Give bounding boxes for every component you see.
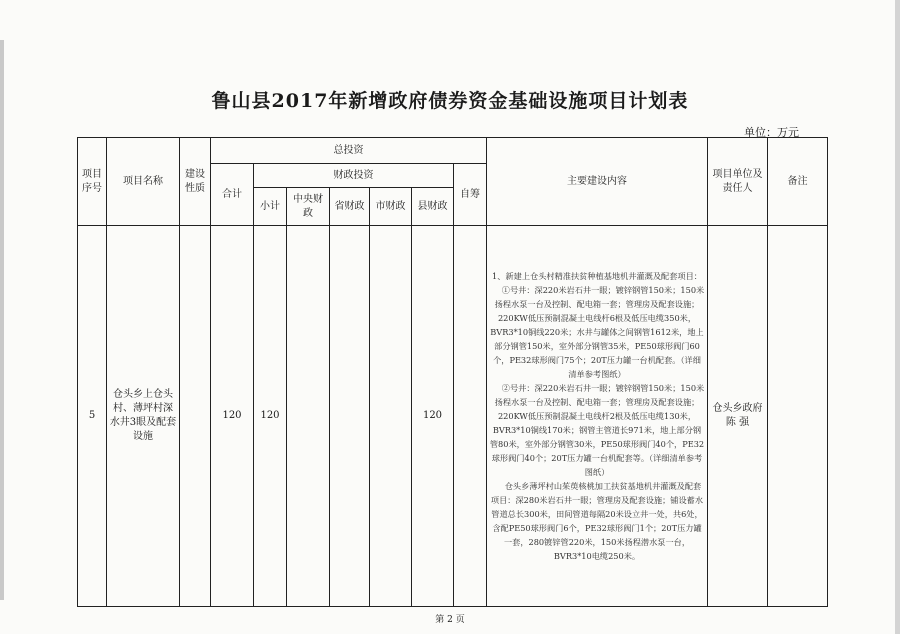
page-title: 鲁山县2017年新增政府债券资金基础设施项目计划表 <box>211 90 689 112</box>
cell-unit-person: 仓头乡政府 陈 强 <box>708 226 768 607</box>
header-central: 中央财政 <box>287 188 330 226</box>
header-seq: 项目序号 <box>78 138 107 226</box>
cell-self-raised <box>454 226 487 607</box>
header-total-investment: 总投资 <box>211 138 487 164</box>
cell-seq: 5 <box>78 226 107 607</box>
header-subtotal: 小计 <box>254 188 287 226</box>
cell-nature <box>180 226 211 607</box>
page-number: 第 2 页 <box>435 615 465 625</box>
project-plan-table <box>77 137 828 607</box>
header-total: 合计 <box>211 164 254 226</box>
header-nature: 建设性质 <box>180 138 211 226</box>
cell-county: 120 <box>412 226 454 607</box>
header-remark: 备注 <box>768 138 828 226</box>
content-paragraph: 仓头乡薄坪村山茱萸核桃加工扶贫基地机井灌溉及配套项目：深280米岩石井一眼；管理房及配套设施；铺设蓄水管道总长300米，田间管道每隔20米设立井一处，共6处，含配PE50球形阀门6个，PE32球形阀门1个；20T压力罐一套，280镀锌管220米，150米扬程潜水泵一台，BVR3*10电缆250米。 <box>490 481 704 561</box>
unit-label: 单位：万元 <box>744 126 799 139</box>
header-county: 县财政 <box>412 188 454 226</box>
cell-name: 仓头乡上仓头村、薄坪村深水井3眼及配套设施 <box>107 226 180 607</box>
content-paragraph: ①号井：深220米岩石井一眼；镀锌钢管150米；150米扬程水泵一台及控制、配电箱一套；管理房及配套设施；220KW低压预制混凝土电线杆6根及低压电缆350米，BVR3*10铜线220米；水井与罐体之间钢管1612米，地上部分钢管150米，室外部分钢管35米，PE50球形阀门60个，PE32球形阀门75个；20T压力罐一台机配套。（详细清单参考图纸） <box>490 285 705 379</box>
cell-subtotal: 120 <box>254 226 287 607</box>
content-paragraph: 1、新建上仓头村精准扶贫种植基地机井灌溉及配套项目： <box>492 271 702 281</box>
header-fiscal: 财政投资 <box>254 164 454 188</box>
header-provincial: 省财政 <box>330 188 370 226</box>
header-self-raised: 自筹 <box>454 164 487 226</box>
table-row <box>78 226 828 607</box>
header-content: 主要建设内容 <box>487 138 708 226</box>
content-paragraph: ②号井：深220米岩石井一眼；镀锌钢管150米；150米扬程水泵一台及控制、配电箱一套；管理房及配套设施；220KW低压预制混凝土电线杆2根及低压电缆130米，BVR3*10铜线170米；钢管主管道长971米，地上部分钢管80米，室外部分钢管30米，PE50球形阀门40个，PE32球形阀门40个；20T压力罐一台机配套等。（详细清单参考图纸） <box>489 383 705 477</box>
header-unit-person: 项目单位及责任人 <box>708 138 768 226</box>
header-name: 项目名称 <box>107 138 180 226</box>
cell-content <box>487 226 708 607</box>
scan-edge-mark <box>0 40 4 600</box>
cell-municipal <box>370 226 412 607</box>
cell-central <box>287 226 330 607</box>
cell-total: 120 <box>211 226 254 607</box>
header-municipal: 市财政 <box>370 188 412 226</box>
scan-edge-mark <box>895 0 900 634</box>
cell-provincial <box>330 226 370 607</box>
cell-remark <box>768 226 828 607</box>
